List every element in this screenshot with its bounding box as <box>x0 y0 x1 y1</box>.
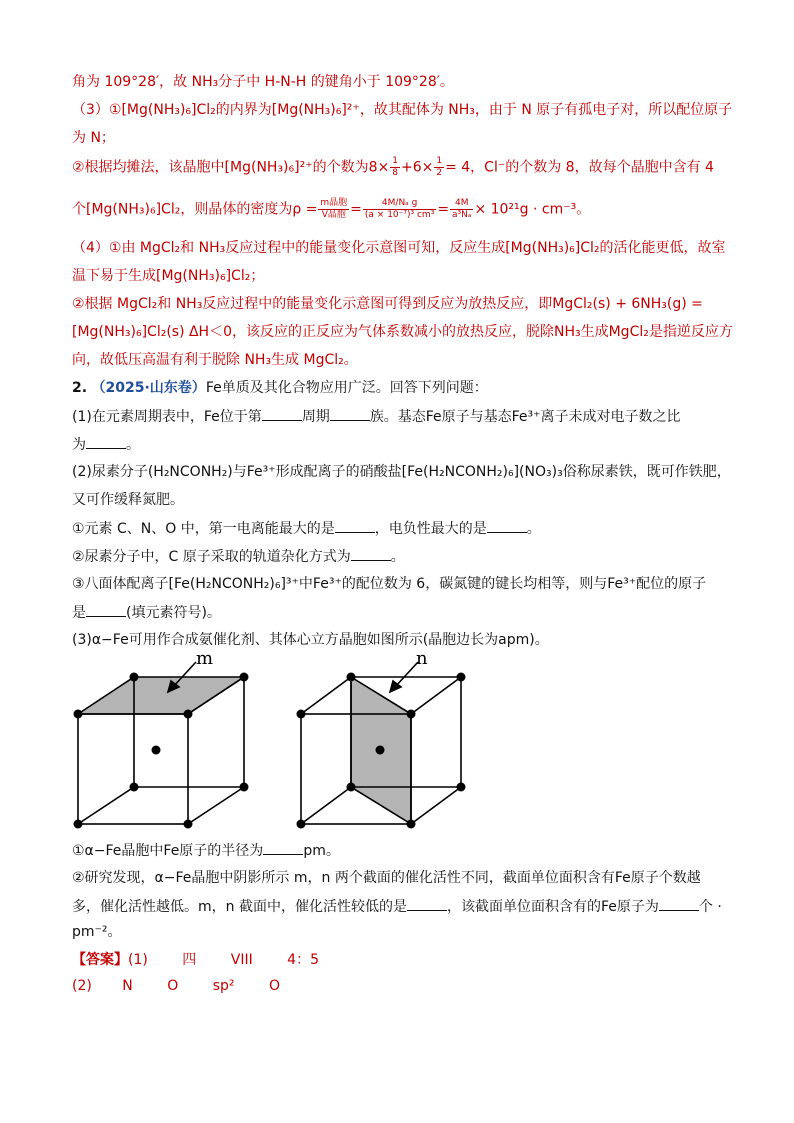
question-source: （2025·山东卷） <box>91 380 206 396</box>
solution-line: （4）①由 MgCl₂和 NH₃反应过程中的能量变化示意图可知，反应生成[Mg(NH₃)₆]Cl₂的活化能更低，故室 <box>72 240 726 256</box>
question-line <box>72 896 722 917</box>
answer-blank[interactable] <box>86 434 126 449</box>
fraction <box>363 198 436 221</box>
answer-row-2 <box>72 976 280 996</box>
fraction <box>390 156 400 179</box>
text: = <box>437 201 450 218</box>
answer-item: O <box>167 978 179 994</box>
solution-line-fraction <box>72 156 714 179</box>
text: 个[Mg(NH₃)₆]Cl₂，则晶体的密度为ρ = <box>72 201 318 218</box>
text: 多，催化活性越低。m，n 截面中，催化活性较低的是 <box>72 899 407 915</box>
answer-blank[interactable] <box>86 602 126 617</box>
text: 。 <box>126 437 140 453</box>
question-line <box>72 602 221 623</box>
question-number: 2. <box>72 380 88 396</box>
text: 。 <box>390 549 405 565</box>
numerator: 4M <box>450 198 473 210</box>
shaded-plane-m <box>78 677 244 714</box>
text: = <box>350 201 362 218</box>
question-line <box>72 840 340 861</box>
answer-item: 4：5 <box>287 952 319 968</box>
denominator: a³Nₐ <box>452 210 472 220</box>
cube-m <box>78 662 244 824</box>
question-line <box>72 546 405 567</box>
answer-row-1 <box>72 950 319 970</box>
text: = 4，Cl⁻的个数为 8，故每个晶胞中含有 4 <box>445 159 714 176</box>
label-n: n <box>416 648 428 669</box>
answer-blank[interactable] <box>351 546 391 561</box>
text: 。 <box>526 521 541 537</box>
answer-blank[interactable] <box>262 406 302 421</box>
solution-line: 角为 109°28′，故 NH₃分子中 H-N-H 的键角小于 109°28′。 <box>72 74 454 90</box>
question-line: ②研究发现，α−Fe晶胞中阴影所示 m，n 两个截面的催化活性不同，截面单位面积含有Fe原子个数越 <box>72 870 701 886</box>
numerator: 1 <box>436 156 443 166</box>
denominator: V晶胞 <box>321 210 346 220</box>
answer-item: (1) <box>128 952 148 968</box>
fraction <box>450 198 473 221</box>
bcc-cell-diagrams <box>0 640 794 840</box>
cube-front-face <box>78 714 188 824</box>
solution-line: 为 N； <box>72 130 115 146</box>
text: ，该截面单位面积含有的Fe原子为 <box>446 899 659 915</box>
answer-item: sp² <box>212 978 235 994</box>
text: ，电负性最大的是 <box>374 521 487 537</box>
question-line: pm⁻²。 <box>72 924 122 940</box>
text: ①α−Fe晶胞中Fe原子的半径为 <box>72 843 264 859</box>
solution-line: 向，故低压高温有利于脱除 NH₃生成 MgCl₂。 <box>72 352 358 368</box>
answer-item: 四 <box>182 952 197 968</box>
fraction <box>318 198 349 221</box>
text: ②根据均摊法，该晶胞中[Mg(NH₃)₆]²⁺的个数为8× <box>72 159 390 176</box>
text: 是 <box>72 605 86 621</box>
question-line <box>72 434 140 455</box>
text: (填元素符号)。 <box>126 605 221 621</box>
numerator: 4M/Nₐ g <box>363 198 436 210</box>
answer-item: (2) <box>72 978 92 994</box>
answer-item: VIII <box>230 952 253 968</box>
question-line <box>72 518 541 539</box>
fraction <box>434 156 444 179</box>
cube-n <box>301 662 461 824</box>
text: 个 · <box>698 899 722 915</box>
answer-blank[interactable] <box>407 896 447 911</box>
body-center-atom <box>376 746 385 755</box>
answer-item: N <box>122 978 133 994</box>
answer-blank[interactable] <box>330 406 370 421</box>
text: × 10²¹g · cm⁻³。 <box>474 201 591 218</box>
question-line: ③八面体配离子[Fe(H₂NCONH₂)₆]³⁺中Fe³⁺的配位数为 6，碳氮键的键长均相等，则与Fe³⁺配位的原子 <box>72 576 707 592</box>
numerator: 1 <box>392 156 398 166</box>
solution-line: （3）①[Mg(NH₃)₆]Cl₂的内界为[Mg(NH₃)₆]²⁺，故其配体为 NH₃，由于 N 原子有孤电子对，所以配位原子 <box>72 102 733 118</box>
question-line: (3)α−Fe可用作合成氨催化剂、其体心立方晶胞如图所示(晶胞边长为apm)。 <box>72 632 549 648</box>
answer-blank[interactable] <box>487 518 527 533</box>
text: 周期 <box>301 409 330 425</box>
question-intro: Fe单质及其化合物应用广泛。回答下列问题： <box>205 380 488 396</box>
question-line: (2)尿素分子(H₂NCONH₂)与Fe³⁺形成配离子的硝酸盐[Fe(H₂NCONH₂)₆](NO₃)₃俗称尿素铁，既可作铁肥， <box>72 464 731 480</box>
answer-item: O <box>268 978 280 994</box>
question-line: 又可作缓释氮肥。 <box>72 492 184 508</box>
solution-line: [Mg(NH₃)₆]Cl₂(s) ΔH＜0，该反应的正反应为气体系数减小的放热反应，脱除NH₃生成MgCl₂是指逆反应方 <box>72 324 733 340</box>
answer-blank[interactable] <box>263 840 303 855</box>
text: ①元素 C、N、O 中，第一电离能最大的是 <box>72 521 335 537</box>
solution-line-density <box>72 198 590 221</box>
denominator: 2 <box>436 168 443 178</box>
text: ②尿素分子中，C 原子采取的轨道杂化方式为 <box>72 549 351 565</box>
text: +6× <box>400 159 434 176</box>
body-center-atom <box>152 746 161 755</box>
denominator: 8 <box>392 168 398 178</box>
solution-line: ②根据 MgCl₂和 NH₃反应过程中的能量变化示意图可得到反应为放热反应，即MgCl₂(s) + 6NH₃(g) = <box>72 296 703 312</box>
arrow-n <box>395 662 418 687</box>
text: 族。基态Fe原子与基态Fe³⁺离子未成对电子数之比 <box>369 409 681 425</box>
answer-blank[interactable] <box>659 896 699 911</box>
text: 为 <box>72 437 86 453</box>
answer-blank[interactable] <box>335 518 375 533</box>
solution-line: 温下易于生成[Mg(NH₃)₆]Cl₂； <box>72 268 265 284</box>
text: (1)在元素周期表中，Fe位于第 <box>72 409 262 425</box>
numerator: m晶胞 <box>320 198 348 208</box>
denominator: (a × 10⁻⁷)³ cm³ <box>364 210 435 220</box>
question-header <box>72 378 488 398</box>
question-line <box>72 406 681 427</box>
label-m: m <box>196 648 214 669</box>
answer-label: 【答案】 <box>72 952 128 968</box>
text: pm。 <box>303 843 340 859</box>
